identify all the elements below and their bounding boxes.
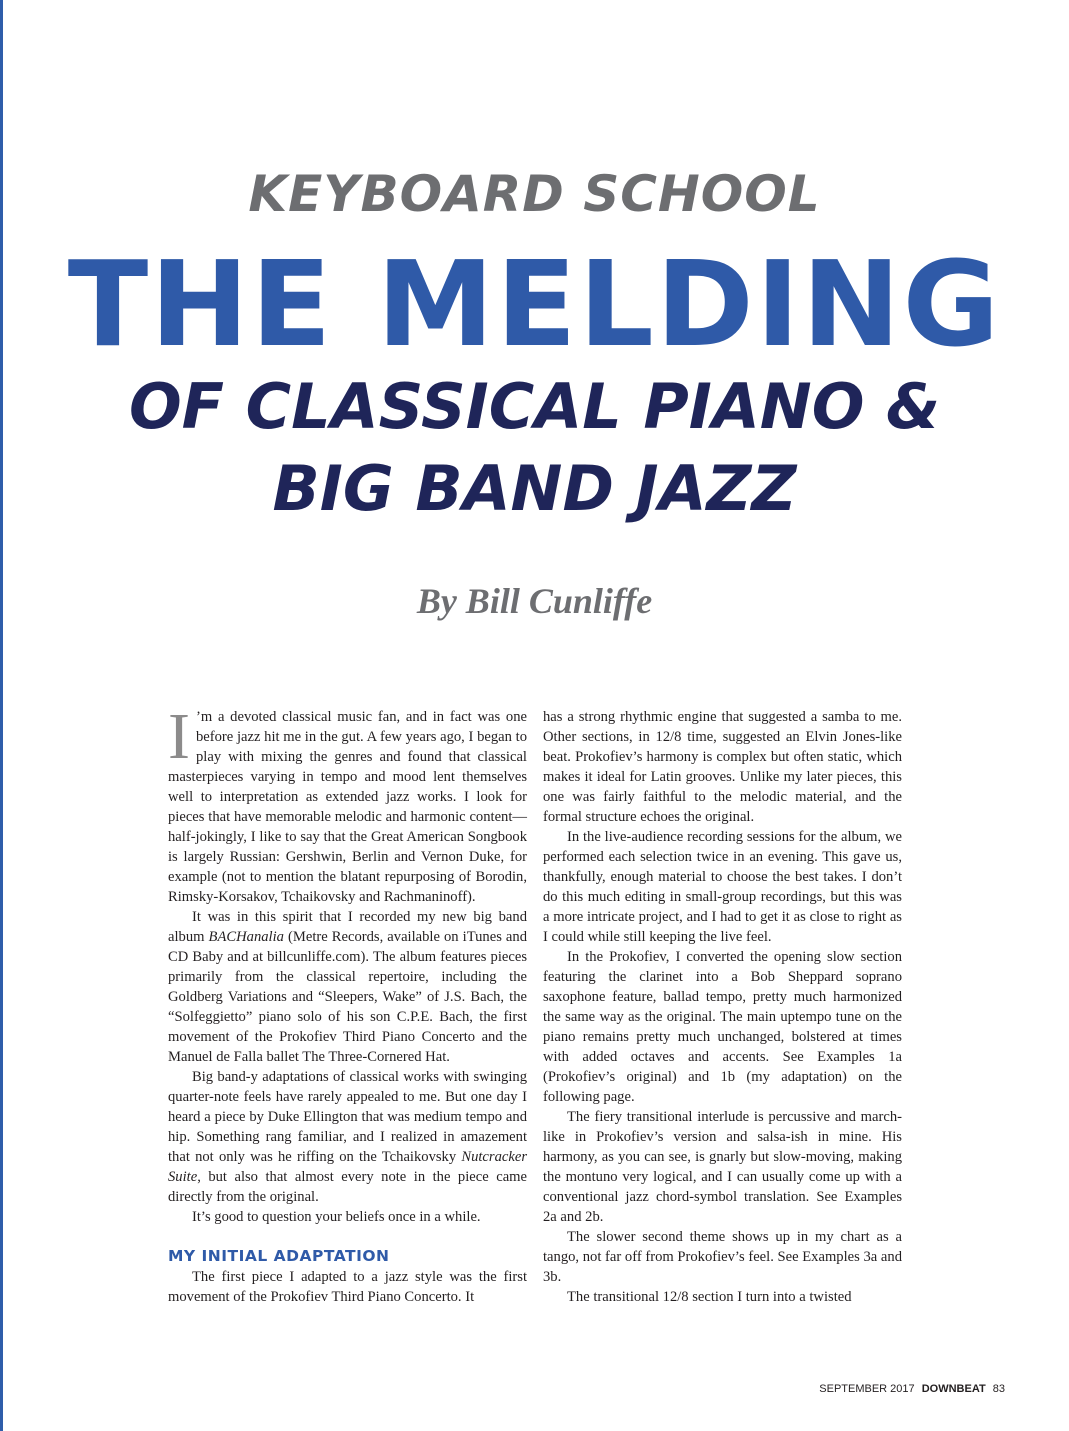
paragraph: I ’m a devoted classical music fan, and in fact was one before jazz hit me in the gut. A few years ago, I began to play with mixing the genres and found that classical masterpieces varying in tempo and mood lent themselves well to interpretation as extended jazz works. I look for pieces that have memorable melodic and harmonic content—half-jokingly, I like to say that the Great American Songbook is largely Russian: Gershwin, Berlin and Vernon Duke, for example (not to mention the blatant repurposing of Borodin, Rimsky-Korsakov, Tchaikovsky and Rachmaninoff). (168, 700, 527, 905)
paragraph: has a strong rhythmic engine that suggested a samba to me. Other sections, in 12/8 time, suggested an Elvin Jones-like beat. Prokofiev’s harmony is complex but often static, which makes it ideal for Latin grooves. Unlike my later pieces, this one was fairly faithful to the melodic material, and the formal structure echoes the original. (543, 709, 902, 825)
issue-date: SEPTEMBER 2017 (819, 1383, 915, 1395)
paragraph: The slower second theme shows up in my chart as a tango, not far off from Prokofiev’s feel. See Examples 3a and 3b. (543, 1229, 902, 1285)
paragraph: The first piece I adapted to a jazz style was the first movement of the Prokofiev Third Piano Concerto. It (168, 1269, 527, 1305)
paragraph: Big band-y adaptations of classical works with swinging quarter-note feels have rarely appealed to me. But one day I heard a piece by Duke Ellington that was medium tempo and hip. Something rang familiar, and I realized in amazement that not only was he riffing on the Tchaikovsky Nutcracker Suite, but also that almost every note in the piece came directly from the original. (168, 1069, 527, 1205)
paragraph: In the live-audience recording sessions for the album, we performed each selection twice in an evening. This gave us, thankfully, enough material to choose the best takes. I don’t do this much editing in small-group recordings, but this was a more intricate project, and I had to get it as close to right as I could while still keeping the live feel. (543, 829, 902, 945)
section-kicker: KEYBOARD SCHOOL (248, 165, 821, 223)
body-column-right (543, 707, 902, 1307)
article-subhead-line1: OF CLASSICAL PIANO & (128, 370, 941, 443)
article-headline: THE MELDING (67, 235, 1002, 373)
byline: By Bill Cunliffe (416, 581, 653, 621)
body-column-left (168, 700, 527, 1307)
page-number: 83 (992, 1383, 1005, 1395)
paragraph: It was in this spirit that I recorded my new big band album BACHanalia (Metre Records, available on iTunes and CD Baby and at billcunliffe.com). The album features pieces primarily from the classical repertoire, including the Goldberg Variations and “Sleepers, Wake” of J.S. Bach, the “Solfeggietto” piano solo of his son C.P.E. Bach, the first movement of the Prokofiev Third Piano Concerto and the Manuel de Falla ballet The Three-Cornered Hat. (168, 909, 527, 1065)
section-heading: MY INITIAL ADAPTATION (168, 1247, 390, 1265)
paragraph: The fiery transitional interlude is percussive and march-like in Prokofiev’s version and salsa-ish in mine. His harmony, as you can see, is gnarly but slow-moving, making the montuno very logical, and I can usually come up with a conventional jazz chord-symbol translation. See Examples 2a and 2b. (543, 1109, 902, 1225)
drop-cap: I (168, 700, 190, 773)
paragraph: It’s good to question your beliefs once in a while. (192, 1209, 481, 1225)
album-title: BACHanalia (208, 929, 284, 945)
paragraph: The transitional 12/8 section I turn into a twisted (567, 1289, 852, 1305)
article-subhead-line2: BIG BAND JAZZ (272, 452, 797, 525)
paragraph: In the Prokofiev, I converted the opening slow section featuring the clarinet into a Bob Sheppard soprano saxophone feature, ballad tempo, pretty much harmonized the same way as the original. The main uptempo tune on the piano remains pretty much unchanged, bolstered at times with added octaves and accents. See Examples 1a (Prokofiev’s original) and 1b (my adaptation) on the following page. (543, 949, 902, 1105)
work-title: Nutcracker Suite (168, 1149, 527, 1185)
magazine-name: DOWNBEAT (921, 1383, 986, 1395)
page-folio (819, 1383, 1005, 1395)
